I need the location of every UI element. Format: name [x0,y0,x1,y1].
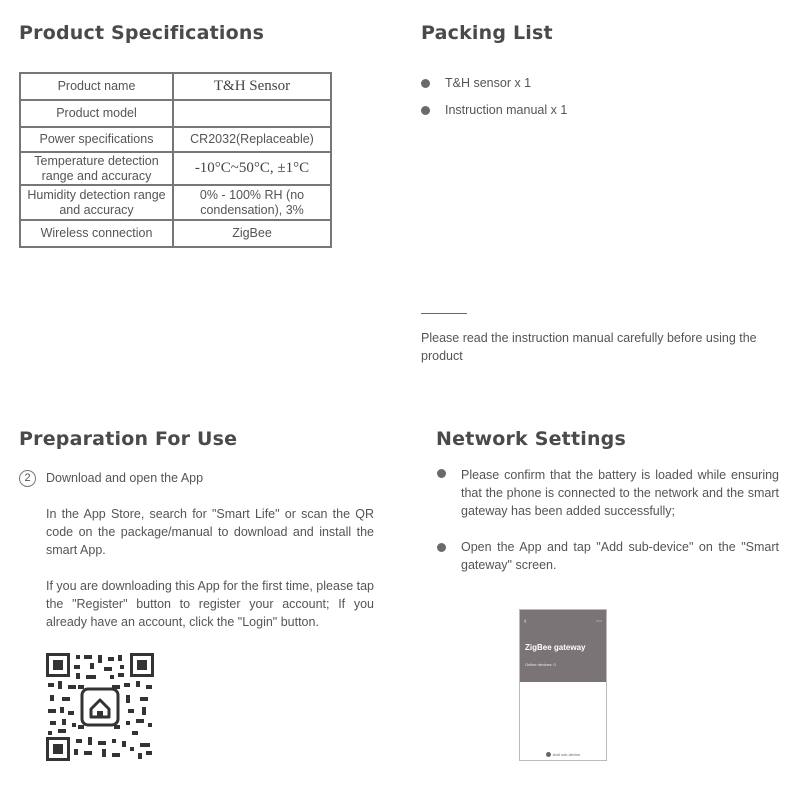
table-row [20,185,331,220]
add-sub-device-label: Add sub-device [552,751,581,757]
network-heading: Network Settings [436,428,626,450]
back-arrow-icon: ‹ [524,618,527,625]
prep-step-title: Download and open the App [46,471,204,485]
table-row [20,127,331,152]
spec-label: Humidity detection range and accuracy [20,185,173,220]
spec-table [19,72,332,248]
spec-value: ZigBee [173,220,331,247]
table-row [20,152,331,185]
plus-icon [546,752,551,757]
bullet-icon [437,469,446,478]
network-item: Open the App and tap "Add sub-device" on the "Smart gateway" screen. [461,540,779,572]
spec-value: 0% - 100% RH (no condensation), 3% [173,185,331,220]
bullet-icon [421,106,430,115]
phone-subtitle: Online devices: 0 [525,662,556,667]
network-item: Please confirm that the battery is loaded while ensuring that the phone is connected to the network and the smart gateway has been added successfully; [461,468,779,518]
phone-header [520,610,606,682]
table-row [20,73,331,100]
prep-heading: Preparation For Use [19,428,238,450]
spec-label: Wireless connection [20,220,173,247]
qr-code-icon [46,653,154,761]
add-sub-device-button [520,752,606,757]
spec-label: Temperature detection range and accuracy [20,152,173,185]
spec-heading: Product Specifications [19,22,265,44]
packing-heading: Packing List [421,22,553,44]
bullet-icon [437,543,446,552]
packing-note: Please read the instruction manual carefully before using the product [421,331,757,363]
prep-paragraph-2: If you are downloading this App for the first time, please tap the "Register" button to register your account; If you already have an account, click the "Login" button. [46,579,374,629]
spec-label: Power specifications [20,127,173,152]
spec-label: Product name [20,73,173,100]
table-row [20,220,331,247]
spec-label: Product model [20,100,173,127]
packing-item: T&H sensor x 1 [445,76,532,90]
spec-value: -10°C~50°C, ±1°C [173,152,331,185]
bullet-icon [421,79,430,88]
spec-value: CR2032(Replaceable) [173,127,331,152]
phone-screenshot [519,609,607,761]
packing-item: Instruction manual x 1 [445,103,568,117]
step-number-badge: 2 [19,470,36,487]
prep-paragraph-1: In the App Store, search for "Smart Life" or scan the QR code on the package/manual to download and install the smart App. [46,507,374,557]
spec-value [173,100,331,127]
spec-value: T&H Sensor [173,73,331,100]
phone-title: ZigBee gateway [525,643,586,652]
divider [421,313,467,314]
more-icon: ⋯ [596,619,602,625]
table-row [20,100,331,127]
